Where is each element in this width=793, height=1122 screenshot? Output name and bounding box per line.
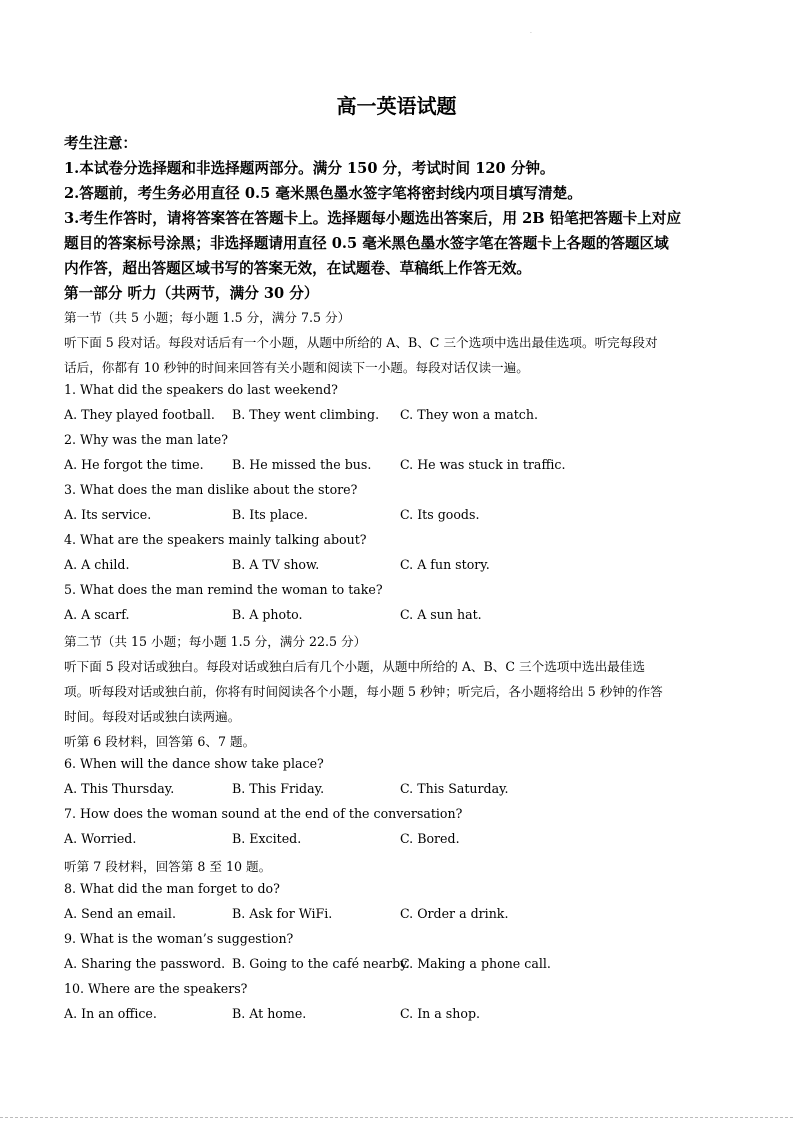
question-1: 1. What did the speakers do last weekend? [64, 382, 338, 397]
q2-option-c: C. He was stuck in traffic. [400, 457, 566, 472]
section1-instructions-a: 听下面 5 段对话。每段对话后有一个小题，从题中所给的 A、B、C 三个选项中选出最佳选项。听完每段对 [64, 335, 658, 350]
q6-option-c: C. This Saturday. [400, 781, 509, 796]
q4-option-b: B. A TV show. [232, 557, 320, 572]
question-10: 10. Where are the speakers? [64, 981, 248, 996]
q3-option-b: B. Its place. [232, 507, 308, 522]
q3-option-c: C. Its goods. [400, 507, 480, 522]
q1-option-b: B. They went climbing. [232, 407, 380, 422]
section2-instructions-b: 项。听每段对话或独白前，你将有时间阅读各个小题，每小题 5 秒钟；听完后，各小题将给出 5 秒钟的作答 [64, 684, 663, 699]
q5-option-c: C. A sun hat. [400, 607, 482, 622]
question-2: 2. Why was the man late? [64, 432, 228, 447]
q10-option-c: C. In a shop. [400, 1006, 481, 1021]
question-9: 9. What is the woman’s suggestion? [64, 931, 294, 946]
section1-instructions-b: 话后，你都有 10 秒钟的时间来回答有关小题和阅读下一小题。每段对话仅读一遍。 [64, 360, 529, 375]
q7-option-a: A. Worried. [64, 831, 137, 846]
notice-heading: 考生注意： [64, 135, 137, 152]
section2-instructions-c: 时间。每段对话或独白读两遍。 [64, 709, 241, 724]
material-7-note: 听第 7 段材料，回答第 8 至 10 题。 [64, 859, 272, 874]
q5-option-a: A. A scarf. [64, 607, 130, 622]
q6-option-a: A. This Thursday. [64, 781, 175, 796]
q9-option-a: A. Sharing the password. [64, 956, 226, 971]
notice-line-3c: 内作答，超出答题区域书写的答案无效，在试题卷、草稿纸上作答无效。 [64, 260, 532, 277]
question-6: 6. When will the dance show take place? [64, 756, 324, 771]
q10-option-b: B. At home. [232, 1006, 307, 1021]
question-7: 7. How does the woman sound at the end of the conversation? [64, 806, 463, 821]
q6-option-b: B. This Friday. [232, 781, 325, 796]
q1-option-c: C. They won a match. [400, 407, 538, 422]
question-4: 4. What are the speakers mainly talking about? [64, 532, 367, 547]
part1-heading: 第一部分 听力（共两节，满分 30 分） [64, 285, 319, 302]
page-title: 高一英语试题 [336, 94, 457, 118]
q2-option-b: B. He missed the bus. [232, 457, 372, 472]
q1-option-a: A. They played football. [64, 407, 215, 422]
section2-heading: 第二节（共 15 小题；每小题 1.5 分，满分 22.5 分） [64, 634, 367, 649]
question-8: 8. What did the man forget to do? [64, 881, 280, 896]
material-6-note: 听第 6 段材料，回答第 6、7 题。 [64, 734, 256, 749]
header-mark: · [530, 30, 532, 37]
q5-option-b: B. A photo. [232, 607, 303, 622]
notice-line-3a: 3.考生作答时，请将答案答在答题卡上。选择题每小题选出答案后，用 2B 铅笔把答题卡上对应 [64, 210, 682, 227]
q4-option-c: C. A fun story. [400, 557, 490, 572]
notice-line-3b: 题目的答案标号涂黑；非选择题请用直径 0.5 毫米黑色墨水签字笔在答题卡上各题的答题区域 [64, 235, 669, 252]
q8-option-b: B. Ask for WiFi. [232, 906, 333, 921]
q7-option-c: C. Bored. [400, 831, 460, 846]
section2-instructions-a: 听下面 5 段对话或独白。每段对话或独白后有几个小题，从题中所给的 A、B、C 三个选项中选出最佳选 [64, 659, 645, 674]
question-3: 3. What does the man dislike about the store? [64, 482, 358, 497]
q8-option-a: A. Send an email. [64, 906, 176, 921]
q3-option-a: A. Its service. [64, 507, 152, 522]
q9-option-c: C. Making a phone call. [400, 956, 551, 971]
q4-option-a: A. A child. [64, 557, 130, 572]
q2-option-a: A. He forgot the time. [64, 457, 204, 472]
question-5: 5. What does the man remind the woman to take? [64, 582, 383, 597]
bottom-divider [0, 1117, 793, 1118]
notice-line-1: 1.本试卷分选择题和非选择题两部分。满分 150 分，考试时间 120 分钟。 [64, 160, 555, 177]
notice-line-2: 2.答题前，考生务必用直径 0.5 毫米黑色墨水签字笔将密封线内项目填写清楚。 [64, 185, 582, 202]
q7-option-b: B. Excited. [232, 831, 302, 846]
q10-option-a: A. In an office. [64, 1006, 157, 1021]
q8-option-c: C. Order a drink. [400, 906, 509, 921]
section1-heading: 第一节（共 5 小题；每小题 1.5 分，满分 7.5 分） [64, 310, 351, 325]
q9-option-b: B. Going to the café nearby. [232, 956, 410, 971]
